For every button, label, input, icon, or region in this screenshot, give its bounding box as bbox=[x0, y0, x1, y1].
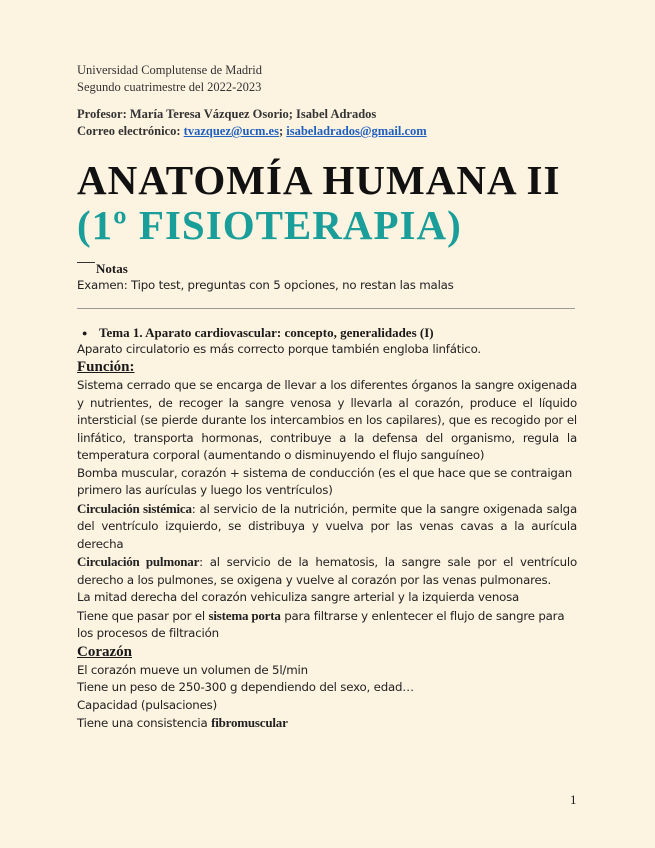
corazon-line-4 bbox=[77, 714, 577, 733]
exam-note: Examen: Tipo test, preguntas con 5 opciones, no restan las malas bbox=[77, 278, 454, 292]
mitad-paragraph: La mitad derecha del corazón vehiculiza sangre arterial y la izquierda venosa bbox=[77, 590, 520, 604]
corazon-line-2: Tiene un peso de 250-300 g dependiendo del sexo, edad… bbox=[77, 680, 414, 694]
c4-pre: Tiene una consistencia bbox=[77, 716, 212, 730]
sistemica-text: : al servicio de la nutrición, permite que la sangre oxigenada salga del ventrículo izquierdo, se distribuya y vuelva por las venas cavas a la aurícula derecha bbox=[77, 501, 577, 551]
porta-post: para filtrarse y enlentecer el flujo de sangre para los procesos de filtración bbox=[77, 608, 565, 640]
porta-paragraph bbox=[77, 607, 577, 643]
porta-pre: Tiene que pasar por el bbox=[77, 608, 209, 623]
corazon-line-3: Capacidad (pulsaciones) bbox=[77, 697, 217, 712]
funcion-paragraph-2: Bomba muscular, corazón + sistema de conducción (es el que hace que se contraigan primero las aurículas y luego los ventrículos) bbox=[77, 465, 573, 497]
university-line: Universidad Complutense de Madrid bbox=[77, 63, 263, 77]
corazon-line-1: El corazón mueve un volumen de 5l/min bbox=[77, 662, 308, 677]
page-number: 1 bbox=[570, 792, 577, 807]
document-page bbox=[77, 62, 577, 733]
horizontal-rule bbox=[77, 308, 575, 309]
funcion-paragraph-1: Sistema cerrado que se encarga de llevar a los diferentes órganos la sangre oxigenada y nutrientes, de recoger la sangre venosa y llevarla al corazón, produce el líquido intersticial (se pierde durante los intercambios en los capilares), que es recogido por el linfático, transporta hormonas, contribuye a la defensa del organismo, regula la temperatura corporal (aumentando o disminuyendo el flujo sanguíneo) bbox=[77, 378, 577, 462]
pulmonar-paragraph bbox=[77, 553, 577, 589]
page-title: ANATOMÍA HUMANA II bbox=[77, 157, 561, 203]
pulmonar-text: : al servicio de la hematosis, la sangre sale por el ventrículo derecho a los pulmones, se oxigena y vuelve al corazón por las venas pulmonares. bbox=[77, 555, 577, 587]
email-link-2[interactable]: isabeladrados@gmail.com bbox=[286, 124, 427, 138]
pulmonar-label: Circulación pulmonar bbox=[77, 554, 200, 569]
divider-dash bbox=[77, 262, 95, 263]
c4-bold: fibromuscular bbox=[211, 715, 288, 730]
email-label: Correo electrónico: bbox=[77, 124, 181, 138]
funcion-heading: Función: bbox=[77, 359, 135, 375]
page-subtitle: (1º FISIOTERAPIA) bbox=[77, 202, 462, 248]
sistemica-paragraph bbox=[77, 500, 577, 554]
email-link-1[interactable]: tvazquez@ucm.es bbox=[183, 124, 279, 138]
email-line bbox=[77, 123, 577, 140]
intro-text: Aparato circulatorio es más correcto porque también engloba linfático. bbox=[77, 341, 481, 356]
professor-line: Profesor: María Teresa Vázquez Osorio; Isabel Adrados bbox=[77, 107, 377, 121]
term-line: Segundo cuatrimestre del 2022-2023 bbox=[77, 80, 262, 94]
corazon-heading: Corazón bbox=[77, 643, 132, 660]
tema-bullet: ● Tema 1. Aparato cardiovascular: concepto, generalidades (I) bbox=[77, 325, 577, 341]
porta-bold: sistema porta bbox=[208, 607, 281, 623]
notes-label: Notas bbox=[96, 261, 128, 276]
email-separator: ; bbox=[278, 124, 284, 138]
sistemica-label: Circulación sistémica bbox=[77, 500, 192, 516]
